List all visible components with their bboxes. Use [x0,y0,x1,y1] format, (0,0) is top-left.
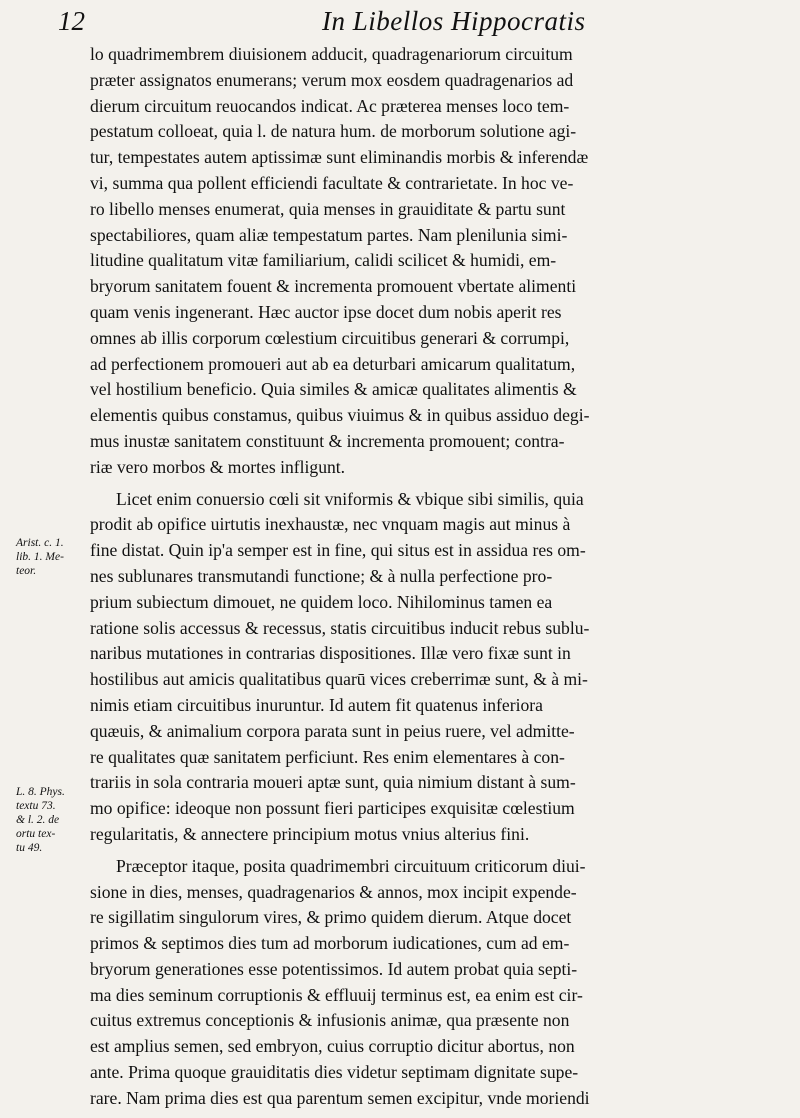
text-line: spectabiliores, quam aliæ tempestatum partes. Nam plenilunia simi- [90,224,568,245]
marginal-note-line: lib. 1. Me- [16,551,64,563]
text-line: elementis quibus constamus, quibus viuimus & in quibus assiduo degi- [90,405,590,426]
paragraph [90,854,758,1112]
text-line: re sigillatim singulorum vires, & primo quidem dierum. Atque docet [90,907,572,928]
marginal-note-line: textu 73. [16,800,56,812]
text-line: nimis etiam circuitibus inuruntur. Id autem fit quatenus inferiora [90,694,543,715]
text-line: omnes ab illis corporum cœlestium circuitibus generari & corrumpi, [90,327,570,348]
body-text [90,42,758,1118]
text-line: ad perfectionem promoueri aut ab ea deturbari amicarum qualitatum, [90,353,576,374]
page-number: 12 [58,6,85,36]
text-line: trariis in sola contraria moueri aptæ sunt, quia nimium distant à sum- [90,772,576,793]
text-line: pestatum colloeat, quia l. de natura hum. de morborum solutione agi- [90,121,577,142]
marginal-note-physics [16,785,90,855]
text-line: prodit ab opifice uirtutis inexhaustæ, nec vnquam magis aut minus à [90,514,571,535]
text-line: quæuis, & animalium corpora parata sunt in peius ruere, vel admitte- [90,720,575,741]
marginal-note-line: Arist. c. 1. [16,537,64,549]
page-header [22,4,762,44]
text-line: ratione solis accessus & recessus, statis circuitibus inducit rebus sublu- [90,617,590,638]
marginal-note-line: teor. [16,565,37,577]
text-line: vel hostilium beneficio. Quia similes & amicæ qualitates alimentis & [90,379,577,400]
text-line: primos & septimos dies tum ad morborum iudicationes, cum ad em- [90,933,570,954]
text-line: cuitus extremus conceptionis & infusionis animæ, qua præsente non [90,1010,570,1031]
text-line: dierum circuitum reuocandos indicat. Ac præterea menses loco tem- [90,95,570,116]
text-line: Licet enim conuersio cœli sit vniformis & vbique sibi similis, quia [116,488,584,509]
text-line: mo opifice: ideoque non possunt fieri participes exquisitæ cœlestium [90,798,575,819]
text-line: regularitatis, & annectere principium motus vnius alterius fini. [90,823,530,844]
text-line: Præceptor itaque, posita quadrimembri circuituum criticorum diui- [116,855,586,876]
text-line: rare. Nam prima dies est qua parentum semen excipitur, vnde moriendi [90,1087,590,1108]
text-line: naribus mutationes in contrarias dispositiones. Illæ vero fixæ sunt in [90,643,571,664]
marginal-note-line: tu 49. [16,842,43,854]
text-line: ro libello menses enumerat, quia menses in grauiditate & partu sunt [90,198,566,219]
text-line: vi, summa qua pollent efficiendi facultate & contrarietate. In hoc ve- [90,172,574,193]
running-title: In Libellos Hippocratis [322,6,586,36]
text-line: hostilibus aut amicis qualitatibus quarū vices creberrimæ sunt, & à mi- [90,669,588,690]
text-line: quam venis ingenerant. Hæc auctor ipse docet dum nobis aperit res [90,301,562,322]
text-line: litudine qualitatum vitæ familiarium, calidi scilicet & humidi, em- [90,250,557,271]
text-line: prium subiectum dimouet, ne quidem loco. Nihilominus tamen ea [90,591,553,612]
text-line: præter assignatos enumerans; verum mox eosdem quadragenarios ad [90,69,574,90]
marginal-note-line: & l. 2. de [16,814,60,826]
marginal-note-line: ortu tex- [16,828,56,840]
text-line: nes sublunares transmutandi functione; & à nulla perfectione pro- [90,565,553,586]
marginal-note-line: L. 8. Phys. [16,786,65,798]
text-line: ante. Prima quoque grauiditatis dies videtur septimam dignitate supe- [90,1062,579,1083]
paragraph [90,487,758,848]
text-line: est amplius semen, sed embryon, cuius corruptio dicitur abortus, non [90,1036,575,1057]
text-line: fine distat. Quin ip'a semper est in fine, qui situs est in assidua res om- [90,540,586,561]
text-line: bryorum sanitatem fouent & incrementa promouent vbertate alimenti [90,276,577,297]
paragraph [90,42,758,481]
text-line: tur, tempestates autem aptissimæ sunt eliminandis morbis & inferendæ [90,147,589,168]
text-line: mus inustæ sanitatem constituunt & incrementa promouent; contra- [90,430,565,451]
text-line: sione in dies, menses, quadragenarios & annos, mox incipit expende- [90,881,577,902]
text-line: re qualitates quæ sanitatem perficiunt. Res enim elementares à con- [90,746,565,767]
text-line: ma dies seminum corruptionis & effluuij terminus est, ea enim est cir- [90,984,583,1005]
text-line: riæ vero morbos & mortes infligunt. [90,456,346,477]
marginal-note-aristotle-meteor [16,536,90,578]
text-line: lo quadrimembrem diuisionem adducit, quadragenariorum circuitum [90,44,573,64]
text-line: bryorum generationes esse potentissimos. Id autem probat quia septi- [90,958,578,979]
